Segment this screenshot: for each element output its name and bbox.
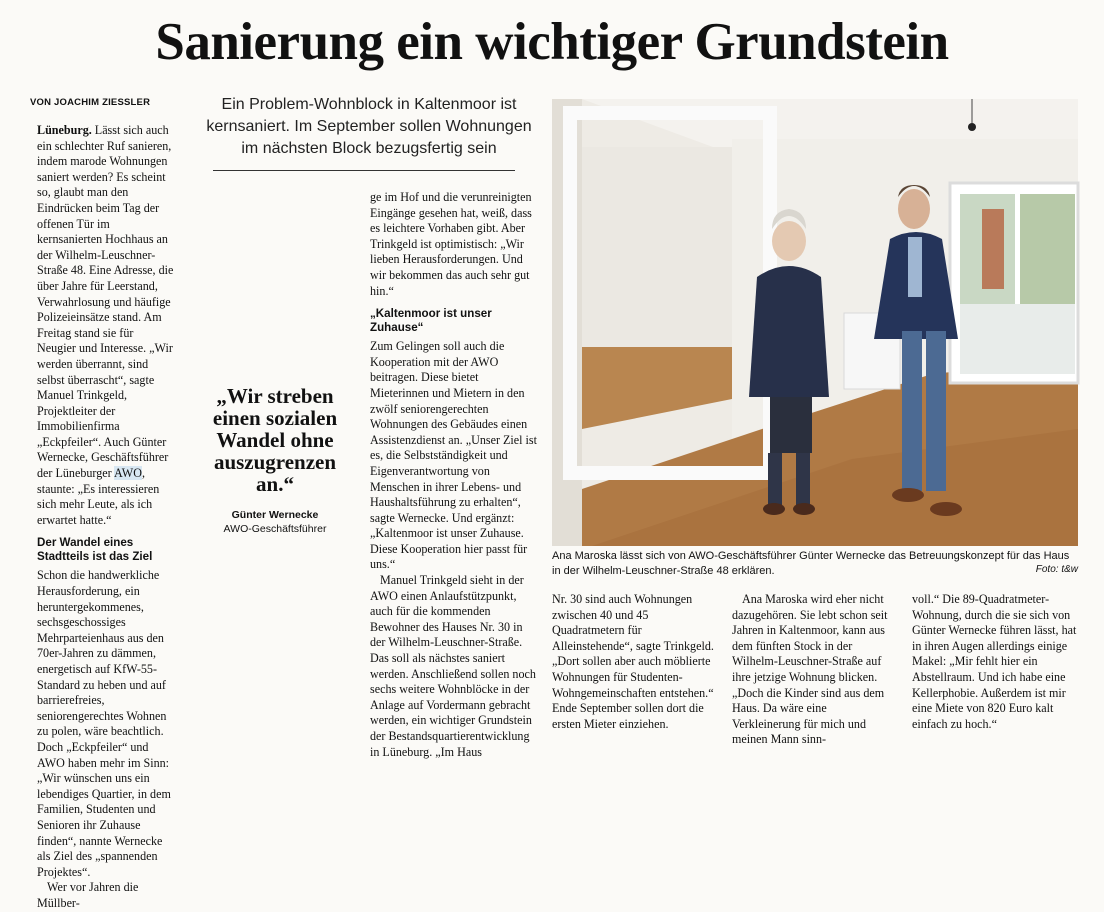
paragraph: voll.“ Die 89-Quadratmeter-Wohnung, durch die sie sich von Günter Wernecke führen lässt, hat in ihren Augen allerdings einige Makel: „Mir fehlt hier ein Abstellraum. Und ich habe eine Kellerphobie. Außerdem ist mir eine Miete von 820 Euro kalt einfach zu hoch.“: [912, 592, 1077, 731]
pull-quote-name: Günter Wernecke: [231, 509, 319, 521]
photo-credit: Foto: t&w: [1035, 564, 1078, 575]
deck: Ein Problem-Wohnblock in Kaltenmoor ist kernsaniert. Im September sollen Wohnungen im nächsten Block bezugsfertig sein: [206, 96, 532, 157]
paragraph: Manuel Trinkgeld sieht in der AWO einen Anlaufstützpunkt, auch für die kommenden Bewohner des Hauses Nr. 30 in der Wilhelm-Leuschner-Straße. Das soll als nächstes saniert werden. Anschließend sollen noch sechs weitere Wohnblöcke in der Anlage auf Vordermann gebracht werden, ein wichtiger Grundstein der Bestandsquartierentwicklung in Lüneburg. „Im Haus: [370, 573, 536, 759]
dateline: Lüneburg.: [37, 123, 92, 137]
article-column-5: [732, 592, 897, 748]
pull-quote-role: AWO-Geschäftsführer: [223, 523, 327, 535]
paragraph: Zum Gelingen soll auch die Kooperation mit der AWO beitragen. Diese bietet Mieterinnen und Mietern in den zwölf seniorengerechten Wohnungen des Gebäudes einen Assistenzdienst an. „Unser Ziel ist es, die Selbstständigkeit und Eigenverantwortung von Menschen in ihrer Lebens- und Haushaltsführung zu erhalten“, sagte Wernecke. Und ergänzt: „Kaltenmoor ist unser Zuhause. Diese Kooperation hier passt für uns.“: [370, 339, 537, 572]
paragraph: Ana Maroska wird eher nicht dazugehören. Sie lebt schon seit Jahren in Kaltenmoor, kann aus dem fünften Stock in der Wilhelm-Leuschner-Straße auf ihre jetzige Wohnung blicken. „Doch die Kinder sind aus dem Haus. Da wäre eine Verkleinerung für mich und meinen Mann sinn-: [732, 592, 888, 747]
article-column-6: [912, 592, 1078, 732]
text-run: , staunte: „Es interessieren sich mehr Leute, als ich erwartet hatte.“: [37, 466, 160, 527]
pull-quote: [195, 385, 355, 535]
paragraph: ge im Hof und die verunreinigten Eingänge gesehen hat, weiß, dass es leichtere Vorhaben gibt. Aber Trinkgeld ist optimistisch: „Wir lieben Herausforderungen. Und wir bekommen das auch sehr gut hin.“: [370, 190, 532, 298]
article-column-4: [552, 592, 717, 732]
subheading: Der Wandel eines Stadtteils ist das Ziel: [37, 536, 153, 564]
article-column-1: [37, 123, 175, 912]
pull-quote-text: „Wir streben einen sozialen Wandel ohne auszugrenzen an.“: [212, 384, 338, 496]
subheading: „Kaltenmoor ist unser Zuhause“: [370, 307, 492, 335]
headline: Sanierung ein wichtiger Grundstein: [155, 13, 949, 71]
photo-caption: Ana Maroska lässt sich von AWO-Geschäftsführer Günter Wernecke das Betreuungskonzept für das Haus in der Wilhelm-Leuschner-Straße 48 erklären.: [552, 550, 1070, 577]
text-run: Lässt sich auch ein schlechter Ruf sanieren, indem marode Wohnungen saniert werden? Es scheint so, glaubt man den Eindrücken beim Tag der offenen Tür im kernsanierten Hochhaus an der Wilhelm-Leuschner-Straße 48. Eine Adresse, die über Jahre für Leerstand, Verwahrlosung und häufige Polizeieinsätze stand. Am Freitag stand sie für Neugier und Interesse. „Wir werden überrannt, sind selbst überrascht“, sagte Manuel Trinkgeld, Projektleiter der Immobilienfirma „Eckpfeiler“. Auch Günter Wernecke, Geschäftsführer der Lüneburger: [37, 123, 174, 481]
paragraph: Wer vor Jahren die Müllber-: [37, 880, 139, 910]
paragraph: [37, 123, 175, 528]
deck-rule: [213, 170, 515, 171]
highlighted-text: AWO: [114, 466, 142, 481]
paragraph: Schon die handwerkliche Herausforderung, ein heruntergekommenes, sechsgeschossiges Mehrparteienhaus aus den 70er-Jahren zu dämmen, energetisch auf KfW-55-Standard zu heben und auf barrierefreies, seniorengerechtes Wohnen zu polen, wäre beachtlich. Doch „Eckpfeiler“ und AWO haben mehr im Sinn: „Wir wünschen uns ein lebendiges Quartier, in dem Familien, Studenten und Senioren ihr Zuhause finden“, nannte Wernecke als Ziel des „spannenden Projektes“.: [37, 568, 171, 879]
paragraph: Nr. 30 sind auch Wohnungen zwischen 40 und 45 Quadratmetern für Alleinstehende“, sagte Trinkgeld. „Dort sollen aber auch möblierte Wohnungen für Studenten-Wohngemeinschaften entstehen.“ Ende September sollen dort die ersten Mieter einziehen.: [552, 592, 714, 731]
photo-illustration: [552, 99, 1078, 546]
article-column-3: [370, 190, 538, 760]
article-photo: [552, 99, 1078, 546]
byline: VON JOACHIM ZIESSLER: [30, 97, 151, 108]
